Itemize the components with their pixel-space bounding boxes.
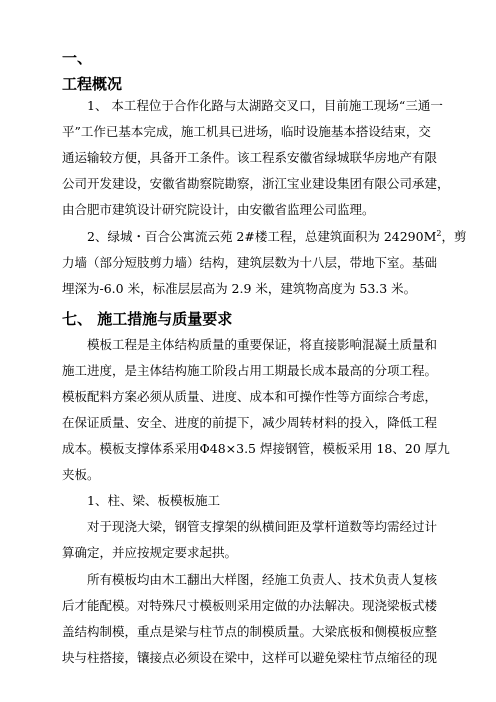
para2-line-1-suffix: ，剪 — [441, 229, 467, 244]
para5-line-2: 后才能配模。对特殊尺寸模板则采用定做的办法解决。现浇梁板式楼 — [62, 598, 438, 613]
para1-line-1: 1、 本工程位于合作化路与太湖路交叉口，目前施工现场“三通一 — [87, 98, 443, 113]
para2-line-1 — [87, 228, 467, 245]
para2-line-2: 力墙（部分短肢剪力墙）结构，建筑层数为十八层，带地下室。基础 — [62, 255, 438, 270]
subheading-formwork: 1、柱、梁、板模板施工 — [87, 493, 220, 508]
para3-line-2: 施工进度，是主体结构施工阶段占用工期最长成本最高的分项工程。 — [62, 363, 438, 378]
para3-line-3: 模板配料方案必须从质量、进度、成本和可操作性等方面综合考虑， — [62, 389, 438, 404]
para1-line-3: 通运输较方便，具备开工条件。该工程系安徽省绿城联华房地产有限 — [62, 150, 438, 165]
area-unit-superscript: 2 — [436, 228, 442, 238]
para5-line-1: 所有模板均由木工翻出大样图，经施工负责人、技术负责人复核 — [87, 572, 438, 587]
para1-line-2: 平”工作已基本完成，施工机具已进场，临时设施基本搭设结束，交 — [62, 124, 431, 139]
para3-line-1: 模板工程是主体结构质量的重要保证，将直接影响混凝土质量和 — [87, 337, 438, 352]
para2-line-1-prefix: 2、绿城・百合公寓流云苑 2#楼工程，总建筑面积为 24290M — [87, 229, 437, 244]
para1-line-5: 由合肥市建筑设计研究院设计，由安徽省监理公司监理。 — [62, 202, 375, 217]
para4-line-1: 对于现浇大梁，钢管支撑架的纵横间距及掌杆道数等均需经过计 — [87, 519, 438, 534]
para2-line-3: 埋深为-6.0 米，标准层层高为 2.9 米，建筑物高度为 53.3 米。 — [62, 281, 417, 296]
para5-line-4: 块与柱搭接，镶接点必须设在梁中，这样可以避免梁柱节点缩径的现 — [62, 650, 438, 665]
para3-line-4: 在保证质量、安全、进度的前提下，减少周转材料的投入，降低工程 — [62, 415, 438, 430]
para5-line-3: 盖结构制模，重点是梁与柱节点的制模质量。大梁底板和侧模板应整 — [62, 624, 438, 639]
para3-line-6: 夹板。 — [62, 467, 100, 482]
section-seven-title: 七、 施工措施与质量要求 — [62, 310, 233, 328]
para4-line-2: 算确定，并应按规定要求起拱。 — [62, 545, 238, 560]
para3-line-5: 成本。模板支撑体系采用Φ48×3.5 焊接钢管，模板采用 18、20 厚九 — [62, 441, 450, 456]
para1-line-4: 公司开发建设，安徽省勘察院勘察，浙江宝业建设集团有限公司承建， — [62, 176, 450, 191]
section-one-number: 一、 — [62, 49, 93, 67]
section-one-title: 工程概况 — [62, 75, 123, 93]
